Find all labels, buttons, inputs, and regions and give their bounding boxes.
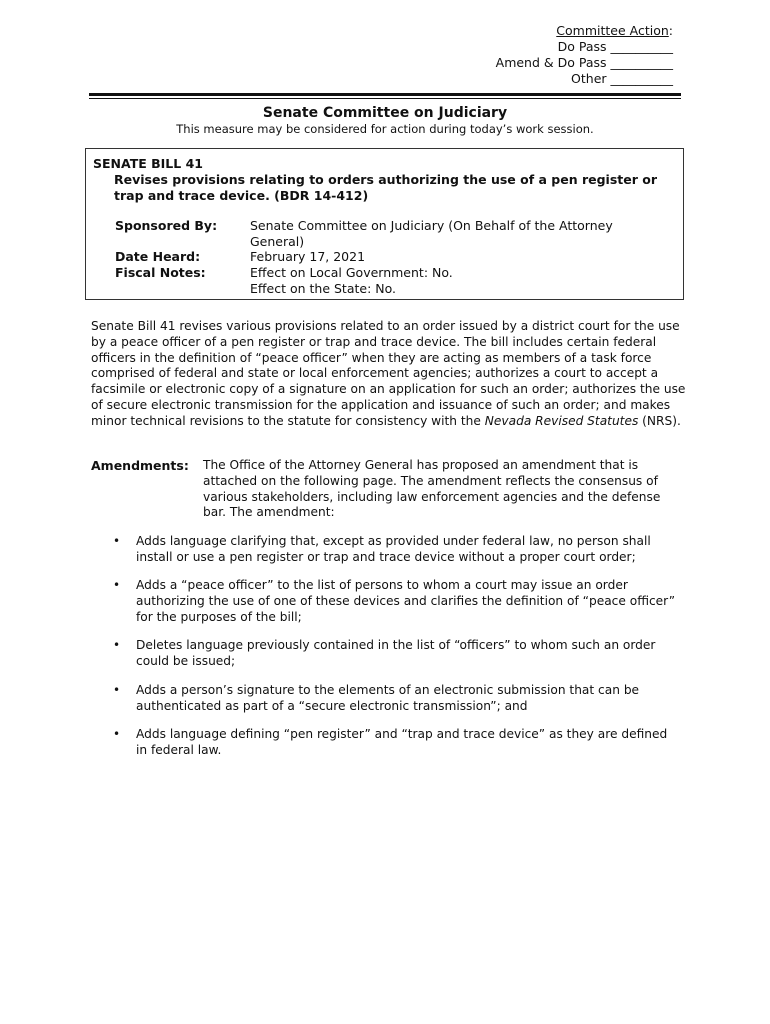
bullet-marker: •: [113, 534, 121, 548]
committee-action-label: Committee Action: [556, 23, 669, 38]
summary-italic: Nevada Revised Statutes: [484, 413, 639, 428]
header-rule-thin: [89, 98, 681, 99]
fiscal-local-value: Effect on Local Government: No.: [250, 265, 453, 280]
committee-action-colon: :: [668, 23, 673, 38]
fiscal-state-value: Effect on the State: No.: [250, 281, 397, 296]
header-rule-thick: [89, 93, 681, 96]
summary-text-end: (NRS).: [638, 413, 681, 428]
amendments-label: Amendments:: [91, 458, 189, 473]
sponsored-value: Senate Committee on Judiciary (On Behalf of the Attorney General): [250, 218, 613, 249]
date-heard-label: Date Heard:: [115, 249, 201, 264]
bullet-marker: •: [113, 638, 121, 652]
other-line: Other __________: [571, 71, 673, 86]
summary-text: Senate Bill 41 revises various provisions related to an order issued by a district court for the use by a peace officer of a pen register or trap and trace device. The bill includes certain federal officers in the definition of “peace officer” when they are acting as members of a task force comprised of federal and state or local enforcement agencies; authorizes a court to accept a facsimile or electronic copy of a signature on an application for such an order; authorizes the use of secure electronic transmission for the application and issuance of such an order; and makes minor technical revisions to the statute for consistency with the: [91, 319, 686, 428]
bullet-marker: •: [113, 727, 121, 741]
bill-description: Revises provisions relating to orders authorizing the use of a pen register or trap and trace device. (BDR 14-412): [114, 172, 658, 203]
date-heard-value: February 17, 2021: [250, 249, 366, 264]
amendments-intro: The Office of the Attorney General has proposed an amendment that is attached on the following page. The amendment reflects the consensus of various stakeholders, including law enforcement agencies and the defense bar. The amendment:: [203, 458, 661, 520]
amendment-item: Adds language defining “pen register” and “trap and trace device” as they are defined in federal law.: [136, 727, 668, 757]
bullet-marker: •: [113, 578, 121, 592]
page-title: Senate Committee on Judiciary: [262, 105, 508, 121]
sponsored-label: Sponsored By:: [115, 218, 218, 233]
page-subtitle: This measure may be considered for action during today’s work session.: [176, 122, 594, 136]
bullet-marker: •: [113, 683, 121, 697]
bill-summary: [91, 319, 689, 430]
committee-action-heading: [556, 23, 673, 39]
amendment-item: Deletes language previously contained in the list of “officers” to whom such an order could be issued;: [136, 638, 656, 668]
do-pass-line: Do Pass __________: [557, 39, 673, 54]
fiscal-notes-label: Fiscal Notes:: [115, 265, 206, 280]
amendment-item: Adds a person’s signature to the elements of an electronic submission that can be authenticated as part of a “secure electronic transmission”; and: [136, 683, 640, 713]
amendment-item: Adds language clarifying that, except as provided under federal law, no person shall install or use a pen register or trap and trace device without a proper court order;: [136, 534, 651, 564]
amend-do-pass-line: Amend & Do Pass __________: [495, 55, 673, 70]
bill-number: SENATE BILL 41: [93, 156, 203, 171]
amendment-item: Adds a “peace officer” to the list of persons to whom a court may issue an order authorizing the use of one of these devices and clarifies the definition of “peace officer” for the purposes of the bill;: [136, 578, 676, 624]
